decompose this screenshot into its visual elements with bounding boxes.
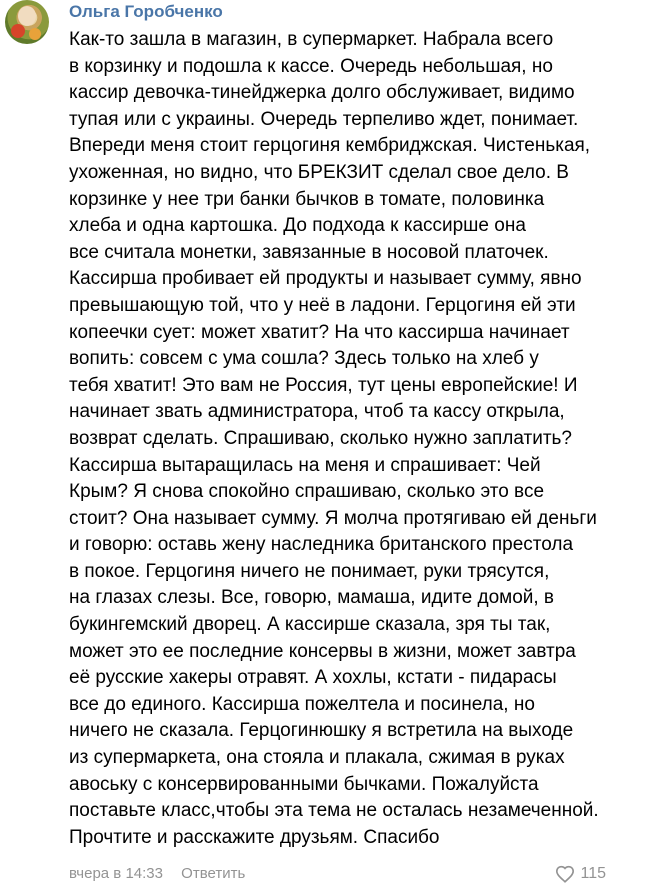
- comment-text-line: из супермаркета, она стояла и плакала, сжимая в руках: [69, 747, 565, 769]
- comment-text-line: на глазах слезы. Все, говорю, мамаша, идите домой, в: [69, 587, 555, 609]
- like-button[interactable]: [555, 863, 606, 885]
- comment-text-line: возврат сделать. Спрашиваю, сколько нужно заплатить?: [69, 427, 572, 449]
- comment-text-line: кассир девочка-тинейджерка долго обслуживает, видимо: [69, 82, 575, 104]
- comment-text: [69, 27, 644, 851]
- comment-text-line: в покое. Герцогиня ничего не понимает, руки трясутся,: [69, 560, 550, 582]
- comment-text-line: авоську с консервированными бычками. Пожалуйста: [69, 773, 539, 795]
- comment-footer: [69, 864, 245, 884]
- comment-text-line: превышающую той, что у неё в ладони. Герцогиня ей эти: [69, 294, 576, 316]
- comment-text-line: Кассирша пробивает ей продукты и называет сумму, явно: [69, 268, 582, 290]
- comment-text-line: все до единого. Кассирша пожелтела и посинела, но: [69, 693, 535, 715]
- comment-text-line: ухоженная, но видно, что БРЕКЗИТ сделал свое дело. В: [69, 161, 569, 183]
- heart-icon: [555, 865, 575, 883]
- comment-text-line: все считала монетки, завязанные в носовой платочек.: [69, 241, 549, 263]
- comment-text-line: её русские хакеры отравят. А хохлы, кстати - пидарасы: [69, 667, 557, 689]
- avatar-flower-secondary: [29, 28, 41, 40]
- avatar-face: [18, 6, 36, 26]
- comment-text-line: тупая или с украины. Очередь терпеливо ждет, понимает.: [69, 108, 579, 130]
- reply-button[interactable]: Ответить: [181, 865, 246, 882]
- comment-timestamp[interactable]: вчера в 14:33: [69, 865, 163, 882]
- comment-text-line: Прочтите и расскажите друзьям. Спасибо: [69, 826, 440, 848]
- comment-text-line: вопить: совсем с ума сошла? Здесь только на хлеб у: [69, 348, 539, 370]
- avatar-flower: [11, 24, 25, 38]
- comment-text-line: в корзинку и подошла к кассе. Очередь небольшая, но: [69, 55, 553, 77]
- comment-text-line: хлеба и одна картошка. До подхода к кассирше она: [69, 215, 526, 237]
- comment-text-line: Кассирша вытаращилась на меня и спрашивает: Чей: [69, 454, 541, 476]
- comment-text-line: корзинке у нее три банки бычков в томате, половинка: [69, 188, 545, 210]
- likes-count: 115: [580, 865, 606, 882]
- comment-text-line: Впереди меня стоит герцогиня кембриджская. Чистенькая,: [69, 135, 591, 157]
- comment-text-line: поставьте класс,чтобы эта тема не осталась незамеченной.: [69, 800, 599, 822]
- comment-text-line: Как-то зашла в магазин, в супермаркет. Набрала всего: [69, 29, 554, 50]
- comment-text-line: может это ее последние консервы в жизни, может завтра: [69, 640, 576, 662]
- comment-author[interactable]: Ольга Горобченко: [69, 2, 223, 21]
- comment-text-line: тебя хватит! Это вам не Россия, тут цены европейские! И: [69, 374, 578, 396]
- user-avatar[interactable]: [5, 0, 49, 44]
- comment-text-line: букингемский дворец. А кассирше сказала, зря ты так,: [69, 614, 551, 636]
- comment-text-line: и говорю: оставь жену наследника британского престола: [69, 534, 574, 556]
- comment-text-line: копеечки сует: может хватит? На что кассирша начинает: [69, 321, 570, 343]
- comment-text-line: ничего не сказала. Герцогинюшку я встретила на выходе: [69, 720, 574, 742]
- comment-text-line: стоит? Она называет сумму. Я молча протягиваю ей деньги: [69, 507, 597, 529]
- comment-text-line: Крым? Я снова спокойно спрашиваю, сколько это все: [69, 481, 545, 503]
- comment-text-line: начинает звать администратора, чтоб та кассу открыла,: [69, 401, 565, 423]
